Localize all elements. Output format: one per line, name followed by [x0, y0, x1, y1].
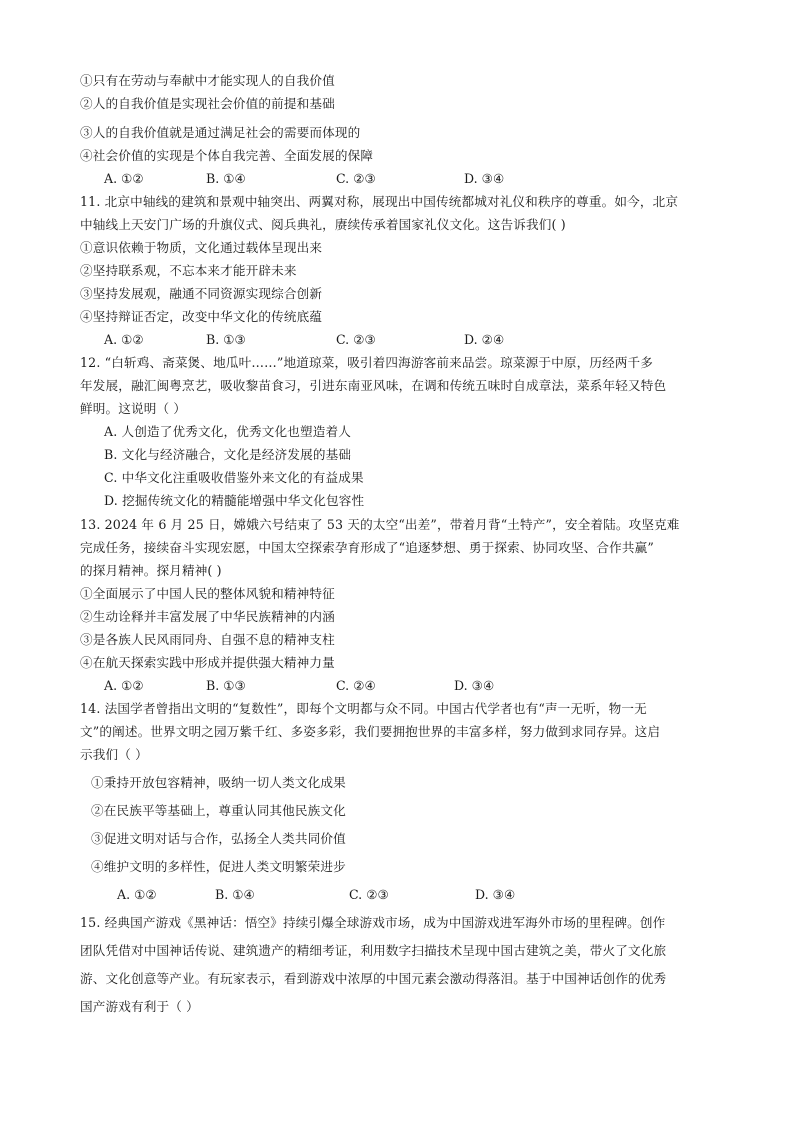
q11-statement-4: ④坚持辩证否定，改变中华文化的传统底蕴	[80, 309, 323, 324]
q14-statement-2: ②在民族平等基础上，尊重认同其他民族文化	[91, 803, 346, 818]
q11-statement-2: ②坚持联系观，不忘本来才能开辟未来	[80, 263, 297, 278]
q11-statement-1: ①意识依赖于物质，文化通过载体呈现出来	[80, 240, 323, 255]
q12-choice-a: A. 人创造了优秀文化，优秀文化也塑造着人	[104, 424, 351, 439]
q11-option-d: D. ②④	[464, 332, 505, 347]
q14-stem-line-2: 文”的阐述。世界文明之园万紫千红、多姿多彩，我们要拥抱世界的丰富多样，努力做到求同存异。这启	[80, 724, 661, 739]
q15-stem-line-1: 15. 经典国产游戏《黑神话：悟空》持续引爆全球游戏市场，成为中国游戏进军海外市场的里程碑。创作	[80, 915, 666, 930]
q14-option-d: D. ③④	[475, 887, 516, 902]
q13-stem-line-1: 13. 2024 年 6 月 25 日，嫦娥六号结束了 53 天的太空“出差”，带着月背“土特产”，安全着陆。攻坚克难	[80, 517, 680, 532]
q10-option-b: B. ①④	[206, 171, 246, 186]
q13-stem-line-3: 的探月精神。探月精神( )	[80, 563, 222, 578]
q15-stem-line-2: 团队凭借对中国神话传说、建筑遗产的精细考证，利用数字扫描技术呈现中国古建筑之美，带火了文化旅	[80, 943, 667, 958]
q10-statement-1: ①只有在劳动与奉献中才能实现人的自我价值	[80, 73, 335, 88]
q11-stem-line-2: 中轴线上天安门广场的升旗仪式、阅兵典礼，赓续传承着国家礼仪文化。这告诉我们( )	[80, 217, 566, 232]
q15-stem-line-4: 国产游戏有利于（ ）	[80, 999, 199, 1014]
q10-statement-2: ②人的自我价值是实现社会价值的前提和基础	[80, 96, 335, 111]
q13-statement-4: ④在航天探索实践中形成并提供强大精神力量	[80, 655, 335, 670]
q14-stem-line-1: 14. 法国学者曾指出文明的“复数性”，即每个文明都与众不同。中国古代学者也有“声一无听，物一无	[80, 701, 647, 716]
q13-option-d: D. ③④	[454, 678, 495, 693]
q10-statement-4: ④社会价值的实现是个体自我完善、全面发展的保障	[80, 148, 374, 163]
q10-option-a: A. ①②	[104, 171, 144, 186]
q12-choice-d: D. 挖掘传统文化的精髓能增强中华文化包容性	[104, 493, 365, 508]
q15-stem-line-3: 游、文化创意等产业。有玩家表示，看到游戏中浓厚的中国元素会激动得落泪。基于中国神话创作的优秀	[80, 971, 667, 986]
q12-stem-line-2: 年发展，融汇闽粤烹艺，吸收黎苗食习，引进东南亚风味，在调和传统五味时自成章法，菜系年轻又特色	[80, 378, 667, 393]
q14-option-c: C. ②③	[349, 887, 389, 902]
q13-statement-1: ①全面展示了中国人民的整体风貌和精神特征	[80, 586, 335, 601]
q10-option-d: D. ③④	[464, 171, 505, 186]
q10-option-c: C. ②③	[336, 171, 376, 186]
q11-stem-line-1: 11. 北京中轴线的建筑和景观中轴突出、两翼对称，展现出中国传统都城对礼仪和秩序的尊重。如今，北京	[80, 194, 679, 209]
q14-statement-4: ④维护文明的多样性，促进人类文明繁荣进步	[91, 859, 346, 874]
q13-statement-3: ③是各族人民风雨同舟、自强不息的精神支柱	[80, 632, 335, 647]
q14-option-a: A. ①②	[117, 887, 157, 902]
q10-statement-3: ③人的自我价值就是通过满足社会的需要而体现的	[80, 125, 361, 140]
q11-statement-3: ③坚持发展观，融通不同资源实现综合创新	[80, 286, 323, 301]
q13-stem-line-2: 完成任务，接续奋斗实现宏愿，中国太空探索孕育形成了“追逐梦想、勇于探索、协同攻坚、合作共赢”	[80, 540, 654, 555]
q13-option-a: A. ①②	[104, 678, 144, 693]
q11-option-a: A. ①②	[104, 332, 144, 347]
q14-stem-line-3: 示我们（ ）	[80, 747, 148, 762]
q12-choice-c: C. 中华文化注重吸收借鉴外来文化的有益成果	[104, 470, 364, 485]
q14-statement-3: ③促进文明对话与合作，弘扬全人类共同价值	[91, 831, 346, 846]
q11-option-b: B. ①③	[206, 332, 246, 347]
q13-option-b: B. ①③	[206, 678, 246, 693]
q11-option-c: C. ②③	[336, 332, 376, 347]
q12-stem-line-3: 鲜明。这说明（ ）	[80, 401, 187, 416]
q14-statement-1: ①秉持开放包容精神，吸纳一切人类文化成果	[91, 775, 346, 790]
q12-choice-b: B. 文化与经济融合，文化是经济发展的基础	[104, 447, 352, 462]
q13-option-c: C. ②④	[336, 678, 376, 693]
q13-statement-2: ②生动诠释并丰富发展了中华民族精神的内涵	[80, 609, 335, 624]
q12-stem-line-1: 12. “白斩鸡、斋菜煲、地瓜叶……”地道琼菜，吸引着四海游客前来品尝。琼菜源于中原，历经两千多	[80, 355, 654, 370]
q14-option-b: B. ①④	[215, 887, 255, 902]
